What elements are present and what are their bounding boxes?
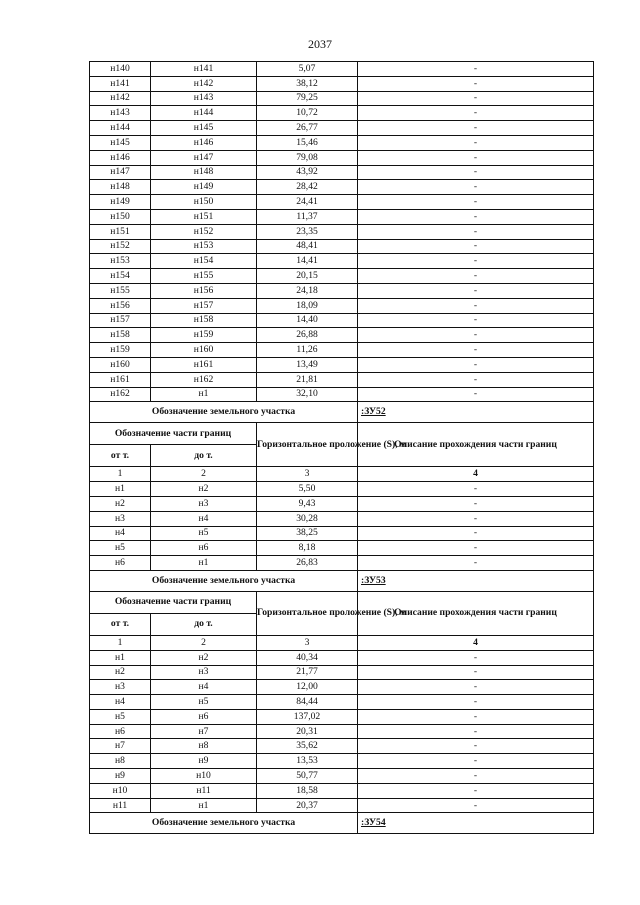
description-cell: - [358, 298, 594, 313]
column-number: 2 [151, 467, 257, 482]
table-row [90, 650, 594, 665]
table-row [90, 754, 594, 769]
length-cell: 40,34 [257, 650, 358, 665]
length-cell: 30,28 [257, 511, 358, 526]
to-point-cell: н142 [151, 76, 257, 91]
to-point-header: до т. [151, 613, 257, 635]
description-cell: - [358, 209, 594, 224]
plot-designation-row [90, 402, 594, 423]
length-cell: 26,77 [257, 121, 358, 136]
description-cell: - [358, 724, 594, 739]
to-point-cell: н6 [151, 541, 257, 556]
to-point-cell: н156 [151, 283, 257, 298]
description-cell: - [358, 783, 594, 798]
to-point-cell: н141 [151, 62, 257, 77]
from-point-cell: н5 [90, 541, 151, 556]
length-cell: 32,10 [257, 387, 358, 402]
from-point-cell: н6 [90, 724, 151, 739]
description-cell: - [358, 180, 594, 195]
from-point-cell: н4 [90, 695, 151, 710]
from-point-cell: н149 [90, 195, 151, 210]
length-cell: 11,26 [257, 343, 358, 358]
description-cell: - [358, 121, 594, 136]
table-row [90, 709, 594, 724]
from-point-cell: н161 [90, 372, 151, 387]
to-point-cell: н151 [151, 209, 257, 224]
to-point-cell: н152 [151, 224, 257, 239]
table-row [90, 526, 594, 541]
description-cell: - [358, 709, 594, 724]
length-cell: 23,35 [257, 224, 358, 239]
from-point-cell: н1 [90, 482, 151, 497]
table-row [90, 328, 594, 343]
description-cell: - [358, 496, 594, 511]
description-cell: - [358, 224, 594, 239]
from-point-cell: н146 [90, 150, 151, 165]
from-point-cell: н140 [90, 62, 151, 77]
length-cell: 14,41 [257, 254, 358, 269]
table-row [90, 150, 594, 165]
length-header: Горизонтальное проложение (S), м [257, 423, 358, 467]
description-cell: - [358, 754, 594, 769]
from-point-cell: н144 [90, 121, 151, 136]
part-of-boundary-header: Обозначение части границ [90, 591, 257, 613]
table-row [90, 695, 594, 710]
to-point-cell: н6 [151, 709, 257, 724]
table-row [90, 283, 594, 298]
length-cell: 13,49 [257, 357, 358, 372]
from-point-cell: н2 [90, 665, 151, 680]
table-row [90, 62, 594, 77]
to-point-cell: н4 [151, 511, 257, 526]
to-point-cell: н4 [151, 680, 257, 695]
column-number: 4 [358, 467, 594, 482]
length-cell: 5,50 [257, 482, 358, 497]
to-point-cell: н8 [151, 739, 257, 754]
from-point-cell: н156 [90, 298, 151, 313]
table-row [90, 357, 594, 372]
to-point-cell: н5 [151, 695, 257, 710]
table-row [90, 224, 594, 239]
to-point-cell: н143 [151, 91, 257, 106]
boundary-table [89, 61, 594, 834]
from-point-cell: н3 [90, 680, 151, 695]
description-cell: - [358, 680, 594, 695]
to-point-cell: н157 [151, 298, 257, 313]
header-row [90, 591, 594, 613]
from-point-cell: н142 [90, 91, 151, 106]
table-row [90, 180, 594, 195]
from-point-cell: н9 [90, 769, 151, 784]
to-point-cell: н153 [151, 239, 257, 254]
column-number: 1 [90, 635, 151, 650]
from-point-cell: н5 [90, 709, 151, 724]
description-cell: - [358, 269, 594, 284]
length-cell: 21,81 [257, 372, 358, 387]
description-header: Описание прохождения части границ [358, 591, 594, 635]
table-row [90, 783, 594, 798]
description-cell: - [358, 511, 594, 526]
plot-id: :ЗУ53 [358, 570, 594, 591]
from-point-cell: н1 [90, 650, 151, 665]
table-row [90, 76, 594, 91]
length-cell: 9,43 [257, 496, 358, 511]
length-cell: 38,12 [257, 76, 358, 91]
to-point-cell: н5 [151, 526, 257, 541]
to-point-cell: н149 [151, 180, 257, 195]
length-cell: 8,18 [257, 541, 358, 556]
length-cell: 137,02 [257, 709, 358, 724]
description-cell: - [358, 91, 594, 106]
description-cell: - [358, 372, 594, 387]
plot-designation-label: Обозначение земельного участка [90, 813, 358, 834]
table-row [90, 482, 594, 497]
to-point-cell: н1 [151, 798, 257, 813]
from-point-cell: н11 [90, 798, 151, 813]
description-cell: - [358, 328, 594, 343]
from-point-cell: н155 [90, 283, 151, 298]
from-point-cell: н10 [90, 783, 151, 798]
to-point-cell: н3 [151, 665, 257, 680]
description-cell: - [358, 526, 594, 541]
description-cell: - [358, 150, 594, 165]
from-point-cell: н157 [90, 313, 151, 328]
to-point-cell: н162 [151, 372, 257, 387]
column-number: 3 [257, 467, 358, 482]
part-of-boundary-header: Обозначение части границ [90, 423, 257, 445]
length-cell: 84,44 [257, 695, 358, 710]
to-point-cell: н146 [151, 135, 257, 150]
from-point-cell: н162 [90, 387, 151, 402]
column-number-row [90, 467, 594, 482]
to-point-cell: н2 [151, 482, 257, 497]
to-point-cell: н154 [151, 254, 257, 269]
table-row [90, 209, 594, 224]
length-cell: 21,77 [257, 665, 358, 680]
length-cell: 20,37 [257, 798, 358, 813]
to-point-cell: н147 [151, 150, 257, 165]
plot-designation-row [90, 570, 594, 591]
to-point-cell: н155 [151, 269, 257, 284]
column-number-row [90, 635, 594, 650]
table-row [90, 269, 594, 284]
to-point-cell: н161 [151, 357, 257, 372]
length-cell: 24,41 [257, 195, 358, 210]
from-point-cell: н7 [90, 739, 151, 754]
table-row [90, 665, 594, 680]
from-point-cell: н150 [90, 209, 151, 224]
description-cell: - [358, 195, 594, 210]
from-point-header: от т. [90, 445, 151, 467]
description-cell: - [358, 739, 594, 754]
table-row [90, 165, 594, 180]
from-point-cell: н151 [90, 224, 151, 239]
length-cell: 15,46 [257, 135, 358, 150]
description-cell: - [358, 665, 594, 680]
table-row [90, 739, 594, 754]
to-point-cell: н11 [151, 783, 257, 798]
description-cell: - [358, 798, 594, 813]
description-cell: - [358, 254, 594, 269]
to-point-cell: н159 [151, 328, 257, 343]
length-cell: 20,31 [257, 724, 358, 739]
from-point-cell: н3 [90, 511, 151, 526]
length-cell: 20,15 [257, 269, 358, 284]
from-point-cell: н143 [90, 106, 151, 121]
header-row [90, 423, 594, 445]
length-cell: 13,53 [257, 754, 358, 769]
table-row [90, 556, 594, 571]
table-row [90, 372, 594, 387]
description-cell: - [358, 76, 594, 91]
length-cell: 18,58 [257, 783, 358, 798]
length-cell: 28,42 [257, 180, 358, 195]
description-header: Описание прохождения части границ [358, 423, 594, 467]
to-point-cell: н145 [151, 121, 257, 136]
to-point-cell: н160 [151, 343, 257, 358]
description-cell: - [358, 135, 594, 150]
length-cell: 5,07 [257, 62, 358, 77]
table-row [90, 541, 594, 556]
length-cell: 43,92 [257, 165, 358, 180]
from-point-cell: н141 [90, 76, 151, 91]
from-point-cell: н159 [90, 343, 151, 358]
length-cell: 26,83 [257, 556, 358, 571]
length-cell: 26,88 [257, 328, 358, 343]
to-point-cell: н1 [151, 556, 257, 571]
description-cell: - [358, 482, 594, 497]
from-point-cell: н148 [90, 180, 151, 195]
description-cell: - [358, 313, 594, 328]
plot-designation-label: Обозначение земельного участка [90, 570, 358, 591]
length-cell: 18,09 [257, 298, 358, 313]
table-row [90, 343, 594, 358]
to-point-cell: н2 [151, 650, 257, 665]
from-point-cell: н153 [90, 254, 151, 269]
plot-id: :ЗУ52 [358, 402, 594, 423]
table-row [90, 313, 594, 328]
description-cell: - [358, 165, 594, 180]
description-cell: - [358, 283, 594, 298]
description-cell: - [358, 239, 594, 254]
column-number: 2 [151, 635, 257, 650]
description-cell: - [358, 650, 594, 665]
from-point-cell: н8 [90, 754, 151, 769]
to-point-cell: н158 [151, 313, 257, 328]
plot-designation-row [90, 813, 594, 834]
description-cell: - [358, 387, 594, 402]
length-cell: 38,25 [257, 526, 358, 541]
description-cell: - [358, 769, 594, 784]
length-cell: 12,00 [257, 680, 358, 695]
to-point-cell: н3 [151, 496, 257, 511]
to-point-cell: н1 [151, 387, 257, 402]
description-cell: - [358, 357, 594, 372]
to-point-cell: н144 [151, 106, 257, 121]
table-row [90, 680, 594, 695]
table-row [90, 724, 594, 739]
plot-designation-label: Обозначение земельного участка [90, 402, 358, 423]
from-point-cell: н147 [90, 165, 151, 180]
description-cell: - [358, 556, 594, 571]
length-cell: 24,18 [257, 283, 358, 298]
from-point-cell: н2 [90, 496, 151, 511]
table-row [90, 121, 594, 136]
column-number: 1 [90, 467, 151, 482]
from-point-cell: н154 [90, 269, 151, 284]
table-row [90, 511, 594, 526]
length-cell: 50,77 [257, 769, 358, 784]
column-number: 3 [257, 635, 358, 650]
from-point-header: от т. [90, 613, 151, 635]
from-point-cell: н160 [90, 357, 151, 372]
table-row [90, 254, 594, 269]
table-row [90, 387, 594, 402]
plot-id: :ЗУ54 [358, 813, 594, 834]
length-cell: 14,40 [257, 313, 358, 328]
to-point-cell: н7 [151, 724, 257, 739]
table-row [90, 195, 594, 210]
from-point-cell: н145 [90, 135, 151, 150]
length-cell: 11,37 [257, 209, 358, 224]
boundary-table-body [90, 62, 594, 834]
to-point-cell: н9 [151, 754, 257, 769]
table-row [90, 769, 594, 784]
to-point-cell: н10 [151, 769, 257, 784]
from-point-cell: н152 [90, 239, 151, 254]
page-number: 2037 [308, 37, 332, 51]
from-point-cell: н158 [90, 328, 151, 343]
table-row [90, 798, 594, 813]
table-row [90, 106, 594, 121]
length-cell: 35,62 [257, 739, 358, 754]
length-cell: 48,41 [257, 239, 358, 254]
table-row [90, 496, 594, 511]
length-cell: 79,25 [257, 91, 358, 106]
to-point-cell: н150 [151, 195, 257, 210]
table-row [90, 298, 594, 313]
to-point-header: до т. [151, 445, 257, 467]
description-cell: - [358, 695, 594, 710]
table-row [90, 135, 594, 150]
to-point-cell: н148 [151, 165, 257, 180]
from-point-cell: н6 [90, 556, 151, 571]
description-cell: - [358, 106, 594, 121]
length-header: Горизонтальное проложение (S), м [257, 591, 358, 635]
length-cell: 10,72 [257, 106, 358, 121]
description-cell: - [358, 541, 594, 556]
column-number: 4 [358, 635, 594, 650]
description-cell: - [358, 343, 594, 358]
length-cell: 79,08 [257, 150, 358, 165]
table-row [90, 91, 594, 106]
description-cell: - [358, 62, 594, 77]
from-point-cell: н4 [90, 526, 151, 541]
table-row [90, 239, 594, 254]
